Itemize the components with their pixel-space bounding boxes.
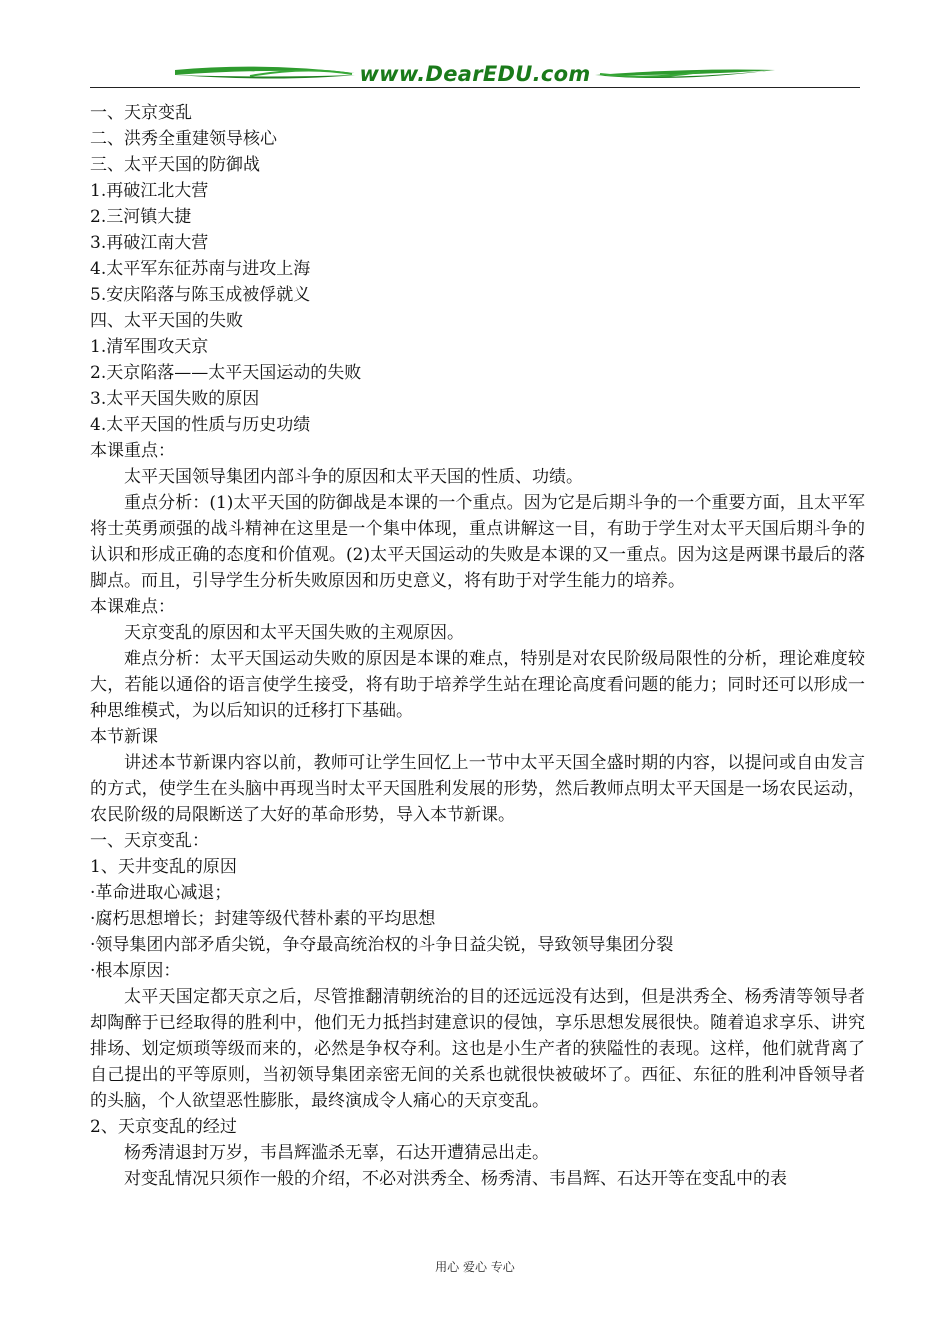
text-line: 1.清军围攻天京 (90, 337, 209, 357)
header-divider (90, 87, 860, 88)
body-paragraph: 对变乱情况只须作一般的介绍，不必对洪秀全、杨秀清、韦昌辉、石达开等在变乱中的表 (124, 1169, 787, 1189)
body-paragraph: 讲述本节新课内容以前，教师可让学生回忆上一节中太平天国全盛时期的内容，以提问或自由发言的方式，使学生在头脑中再现当时太平天国胜利发展的形势，然后教师点明太平天国是一场农民运动，农民阶级的局限断送了大好的革命形势，导入本节新课。 (90, 753, 865, 825)
site-header (90, 58, 860, 90)
text-line: 本课重点： (90, 441, 175, 461)
text-line: 三、太平天国的防御战 (90, 155, 260, 175)
text-line: 1.再破江北大营 (90, 181, 209, 201)
text-line: 一、天京变乱 (90, 103, 192, 123)
page-footer: 用心 爱心 专心 (435, 1260, 515, 1274)
body-paragraph: 重点分析：(1)太平天国的防御战是本课的一个重点。因为它是后期斗争的一个重要方面，且太平军将士英勇顽强的战斗精神在这里是一个集中体现，重点讲解这一目，有助于学生对太平天国后期斗争的认识和形成正确的态度和价值观。(2)太平天国运动的失败是本课的又一重点。因为这是两课书最后的落脚点。而且，引导学生分析失败原因和历史意义，将有助于对学生能力的培养。 (90, 493, 865, 591)
body-paragraph: 杨秀清退封万岁，韦昌辉滥杀无辜，石达开遭猜忌出走。 (124, 1143, 549, 1163)
text-line: 3.再破江南大营 (90, 233, 209, 253)
text-line: 2.三河镇大捷 (90, 207, 192, 227)
text-line: ·根本原因： (90, 961, 181, 981)
text-line: 四、太平天国的失败 (90, 311, 243, 331)
text-line: 3.太平天国失败的原因 (90, 389, 260, 409)
text-line: 二、洪秀全重建领导核心 (90, 129, 277, 149)
text-line: ·领导集团内部矛盾尖锐，争夺最高统治权的斗争日益尖锐，导致领导集团分裂 (90, 935, 674, 955)
text-line: ·革命进取心减退； (90, 883, 232, 903)
text-line: 1、天井变乱的原因 (90, 857, 237, 877)
body-paragraph: 太平天国领导集团内部斗争的原因和太平天国的性质、功绩。 (124, 467, 583, 487)
body-paragraph: 太平天国定都天京之后，尽管推翻清朝统治的目的还远远没有达到，但是洪秀全、杨秀清等领导者却陶醉于已经取得的胜利中，他们无力抵挡封建意识的侵蚀，享乐思想发展很快。随着追求享乐、讲究排场、划定烦琐等级而来的，必然是争权夺利。这也是小生产者的狭隘性的表现。这样，他们就背离了自己提出的平等原则，当初领导集团亲密无间的关系也就很快被破坏了。西征、东征的胜利冲昏领导者的头脑，个人欲望恶性膨胀，最终演成令人痛心的天京变乱。 (90, 987, 865, 1111)
text-line: 一、天京变乱： (90, 831, 209, 851)
site-logo-text: www.DearEDU.com (359, 62, 591, 86)
document-body (90, 100, 865, 1192)
text-line: 本课难点： (90, 597, 175, 617)
body-paragraph: 天京变乱的原因和太平天国失败的主观原因。 (124, 623, 464, 643)
text-line: 2、天京变乱的经过 (90, 1117, 237, 1137)
text-line: 2.天京陷落——太平天国运动的失败 (90, 363, 362, 383)
text-line: ·腐朽思想增长；封建等级代替朴素的平均思想 (90, 909, 436, 929)
text-line: 4.太平天国的性质与历史功绩 (90, 415, 311, 435)
text-line: 本节新课 (90, 727, 158, 747)
body-paragraph: 难点分析：太平天国运动失败的原因是本课的难点，特别是对农民阶级局限性的分析，理论难度较大，若能以通俗的语言使学生接受，将有助于培养学生站在理论高度看问题的能力；同时还可以形成一种思维模式，为以后知识的迁移打下基础。 (90, 649, 865, 721)
text-line: 4.太平军东征苏南与进攻上海 (90, 259, 311, 279)
text-line: 5.安庆陷落与陈玉成被俘就义 (90, 285, 311, 305)
